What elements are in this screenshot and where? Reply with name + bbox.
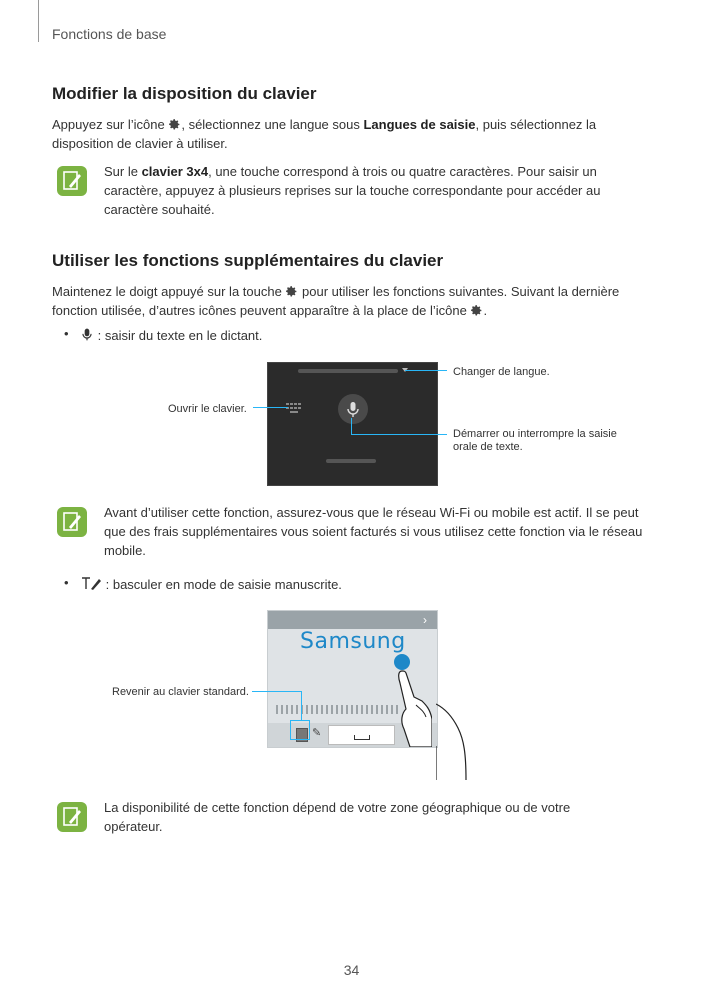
callout-highlight-box [290,720,310,740]
bullet-handwriting: : basculer en mode de saisie manuscrite. [80,575,342,594]
handwriting-icon [80,576,102,591]
callout-line [405,370,447,371]
callout-line [253,407,288,408]
chevron-right-icon[interactable]: › [423,613,427,627]
note-keyboard-3x4: Sur le clavier 3x4, une touche correspond à trois ou quatre caractères. Pour saisir un caractère, appuyez à plusieurs reprises sur la touche correspondante pour accéder au caractère souhaité. [104,164,601,217]
hand-overflow [436,688,470,780]
callout-line [351,434,447,435]
paragraph-keyboard-layout: Appuyez sur l’icône , sélectionnez une langue sous Langues de saisie, puis sélectionnez la disposition de clavier à utiliser. [52,117,597,151]
voice-input-screen [267,362,438,486]
space-key[interactable] [328,725,395,745]
hand-illustration [396,665,432,747]
bullet-voice-input: : saisir du texte en le dictant. [80,326,262,345]
space-icon [354,735,370,740]
gear-icon [168,118,181,131]
note-network-charges: Avant d’utiliser cette fonction, assurez-vous que le réseau Wi-Fi ou mobile est actif. Il se peut que des frais supplémentaires vous soient facturés si vous utilisez cette fonction via le réseau mobile. [104,505,643,558]
callout-back-to-keyboard: Revenir au clavier standard. [112,686,249,698]
note-region-availability: La disponibilité de cette fonction dépend de votre zone géographique ou de votre opérateur. [104,800,571,834]
header-rule [38,0,39,42]
paragraph-extra-functions: Maintenez le doigt appuyé sur la touche pour utiliser les fonctions suivantes. Suivant la dernière fonction utilisée, d’autres icônes peuvent apparaître à la place de l’icône . [52,284,620,318]
microphone-button[interactable] [338,394,368,424]
gear-icon [285,285,298,298]
gear-icon [470,304,483,317]
handwriting-guide-strip [276,705,401,714]
tap-to-speak-label [326,459,376,463]
note-pencil-icon [57,507,87,537]
microphone-icon [80,327,94,342]
handwriting-toolbar [268,611,437,629]
bullet-dot: • [64,326,69,341]
note-pencil-icon [57,166,87,196]
handwritten-text: Samsung [300,629,406,654]
callout-line [301,691,302,721]
language-selector[interactable] [298,369,398,373]
callout-open-keyboard: Ouvrir le clavier. [168,403,247,415]
section-heading-keyboard-layout: Modifier la disposition du clavier [52,84,317,103]
callout-change-language: Changer de langue. [453,366,550,378]
callout-line [252,691,301,692]
handwriting-icon[interactable]: ✎ [312,727,322,739]
callout-line [351,418,352,435]
microphone-icon [338,394,368,424]
bullet-dot: • [64,575,69,590]
page-number: 34 [343,962,360,978]
header-title: Fonctions de base [52,26,167,42]
section-heading-extra-functions: Utiliser les fonctions supplémentaires du clavier [52,251,444,270]
keyboard-icon[interactable] [286,403,304,417]
callout-start-stop-voice: Démarrer ou interrompre la saisie orale de texte. [453,428,617,453]
note-pencil-icon [57,802,87,832]
